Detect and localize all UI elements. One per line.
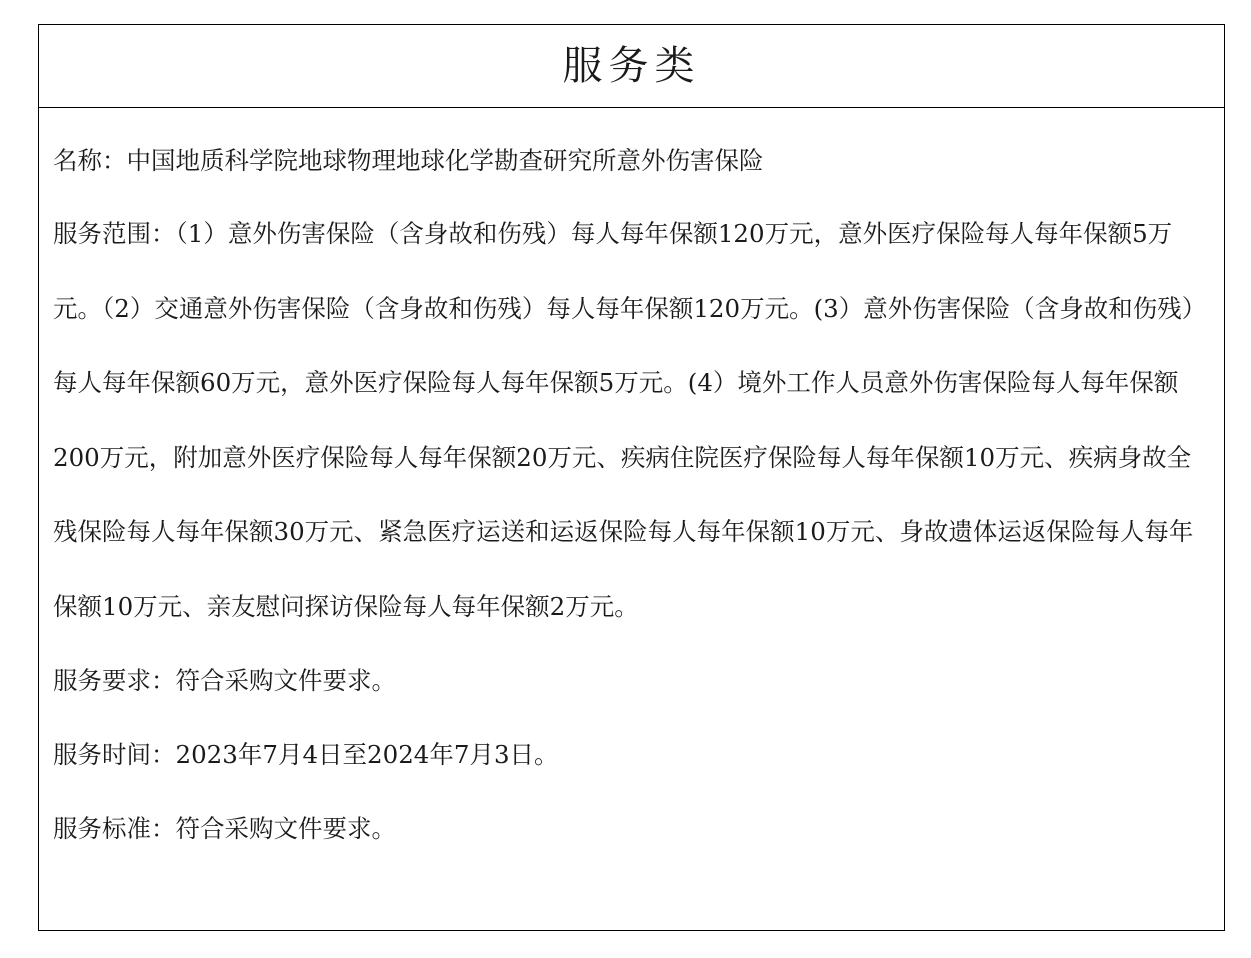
requirement-value: 符合采购文件要求。: [175, 666, 396, 695]
name-value: 中国地质科学院地球物理地球化学勘查研究所意外伤害保险: [126, 146, 764, 175]
standard-value: 符合采购文件要求。: [175, 814, 396, 843]
standard-label: 服务标准：: [53, 814, 176, 843]
time-row: [53, 736, 1210, 773]
standard-row: [53, 810, 1210, 847]
time-value: 2023年7月4日至2024年7月3日。: [175, 740, 559, 769]
table-header-cell: [39, 25, 1224, 108]
requirement-label: 服务要求：: [53, 666, 176, 695]
name-label: 名称：: [53, 146, 127, 175]
table-body-cell: [39, 142, 1224, 847]
scope-value: （1）意外伤害保险（含身故和伤残）每人每年保额120万元，意外医疗保险每人每年保额5万元。（2）交通意外伤害保险（含身故和伤残）每人每年保额120万元。(3）意外伤害保险（含身故和伤残）每人每年保额60万元，意外医疗保险每人每年保额5万元。(4）境外工作人员意外伤害保险每人每年保额200万元，附加意外医疗保险每人每年保额20万元、疾病住院医疗保险每人每年保额10万元、疾病身故全残保险每人每年保额30万元、紧急医疗运送和运返保险每人每年保额10万元、身故遗体运返保险每人每年保额10万元、亲友慰问探访保险每人每年保额2万元。: [53, 219, 1207, 621]
requirement-row: [53, 662, 1210, 699]
scope-row: [53, 197, 1210, 644]
name-row: [53, 142, 1210, 179]
service-table: [38, 24, 1225, 931]
scope-label: 服务范围：: [53, 219, 176, 248]
time-label: 服务时间：: [53, 740, 176, 769]
table-title: 服务类: [562, 43, 701, 89]
